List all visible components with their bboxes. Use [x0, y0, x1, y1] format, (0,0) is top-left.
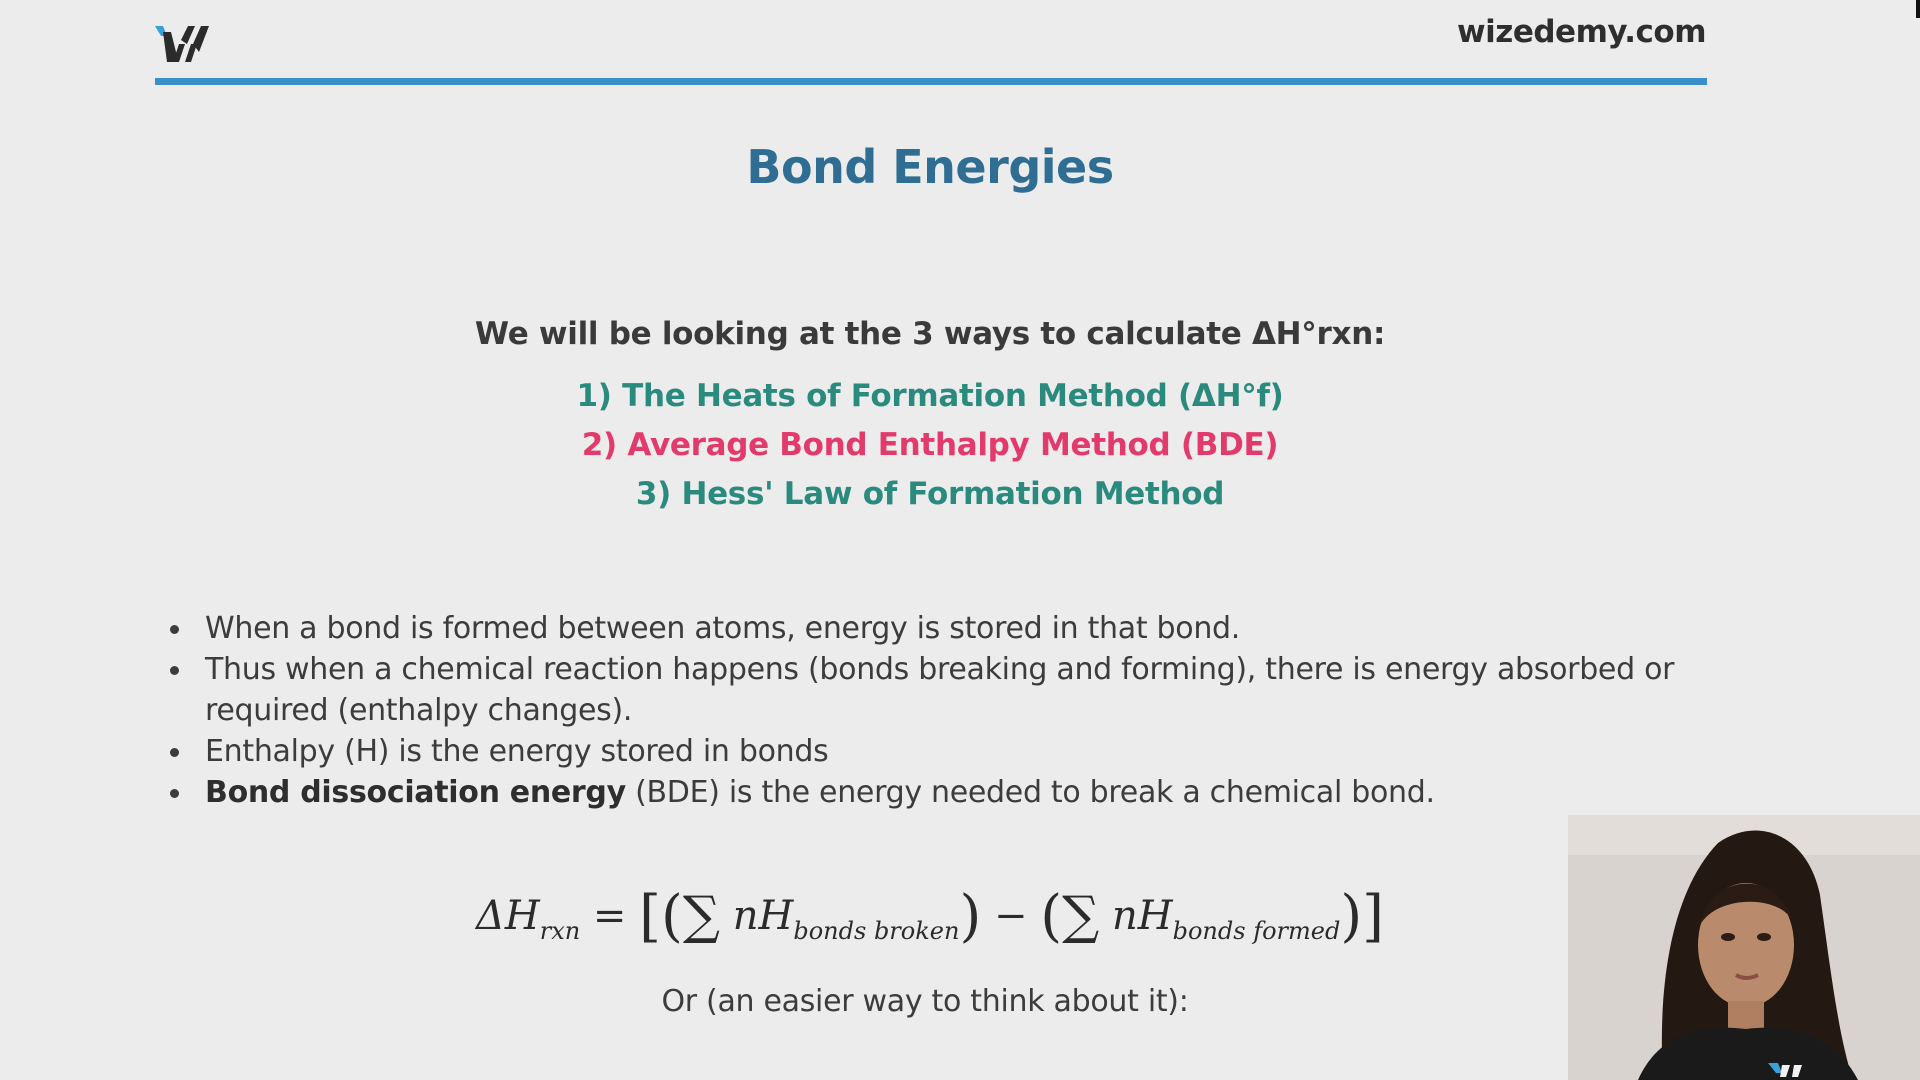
bold-term: Bond dissociation energy: [205, 775, 626, 810]
method-3: 3) Hess' Law of Formation Method: [635, 476, 1225, 512]
bullet-item: [205, 608, 1735, 649]
sum-icon: ∑: [1062, 886, 1100, 946]
bullet-item: [205, 731, 1735, 772]
bullet-text: When a bond is formed between atoms, energy is stored in that bond.: [205, 611, 1241, 646]
formula-bracket: (: [1040, 884, 1063, 949]
sum-icon: ∑: [682, 886, 720, 946]
bullet-item: [205, 649, 1735, 731]
or-line: Or (an easier way to think about it):: [661, 984, 1189, 1019]
slide-title: Bond Energies: [746, 140, 1114, 194]
site-url[interactable]: wizedemy.com: [1457, 14, 1706, 50]
formula-lhs-sub: rxn: [539, 917, 581, 945]
formula-equals: =: [592, 893, 627, 939]
bullet-text: Thus when a chemical reaction happens (bonds breaking and forming), there is energy absorbed or required (enthalpy changes).: [205, 652, 1675, 728]
methods-list: [0, 372, 1860, 519]
intro-text: We will be looking at the 3 ways to calculate ΔH°rxn:: [474, 316, 1386, 352]
formula-n: n: [1111, 893, 1138, 939]
bullet-list: [165, 608, 1735, 813]
formula-bracket: )]: [1340, 884, 1385, 949]
bullet-text: Enthalpy (H) is the energy stored in bonds: [205, 734, 829, 769]
formula-minus: −: [994, 893, 1028, 939]
formula-broken-sub: bonds broken: [793, 917, 960, 945]
formula-formed-sub: bonds formed: [1172, 917, 1341, 945]
presenter-video-icon: [1568, 815, 1920, 1080]
formula-bracket: [(: [639, 884, 683, 949]
formula-n: n: [732, 893, 759, 939]
method-2: 2) Average Bond Enthalpy Method (BDE): [581, 427, 1279, 463]
formula-h: H: [758, 893, 794, 939]
bullet-item: [205, 772, 1735, 813]
presenter-video[interactable]: [1568, 815, 1920, 1080]
formula-bracket: ): [959, 884, 982, 949]
formula-lhs: ΔH: [475, 893, 540, 939]
bullet-text: (BDE) is the energy needed to break a chemical bond.: [625, 775, 1435, 810]
method-1: 1) The Heats of Formation Method (ΔH°f): [576, 378, 1284, 414]
wizedemy-logo-icon[interactable]: [155, 22, 209, 64]
header-rule: [155, 78, 1707, 85]
formula-h: H: [1137, 893, 1173, 939]
corner-mark: [1916, 0, 1920, 18]
